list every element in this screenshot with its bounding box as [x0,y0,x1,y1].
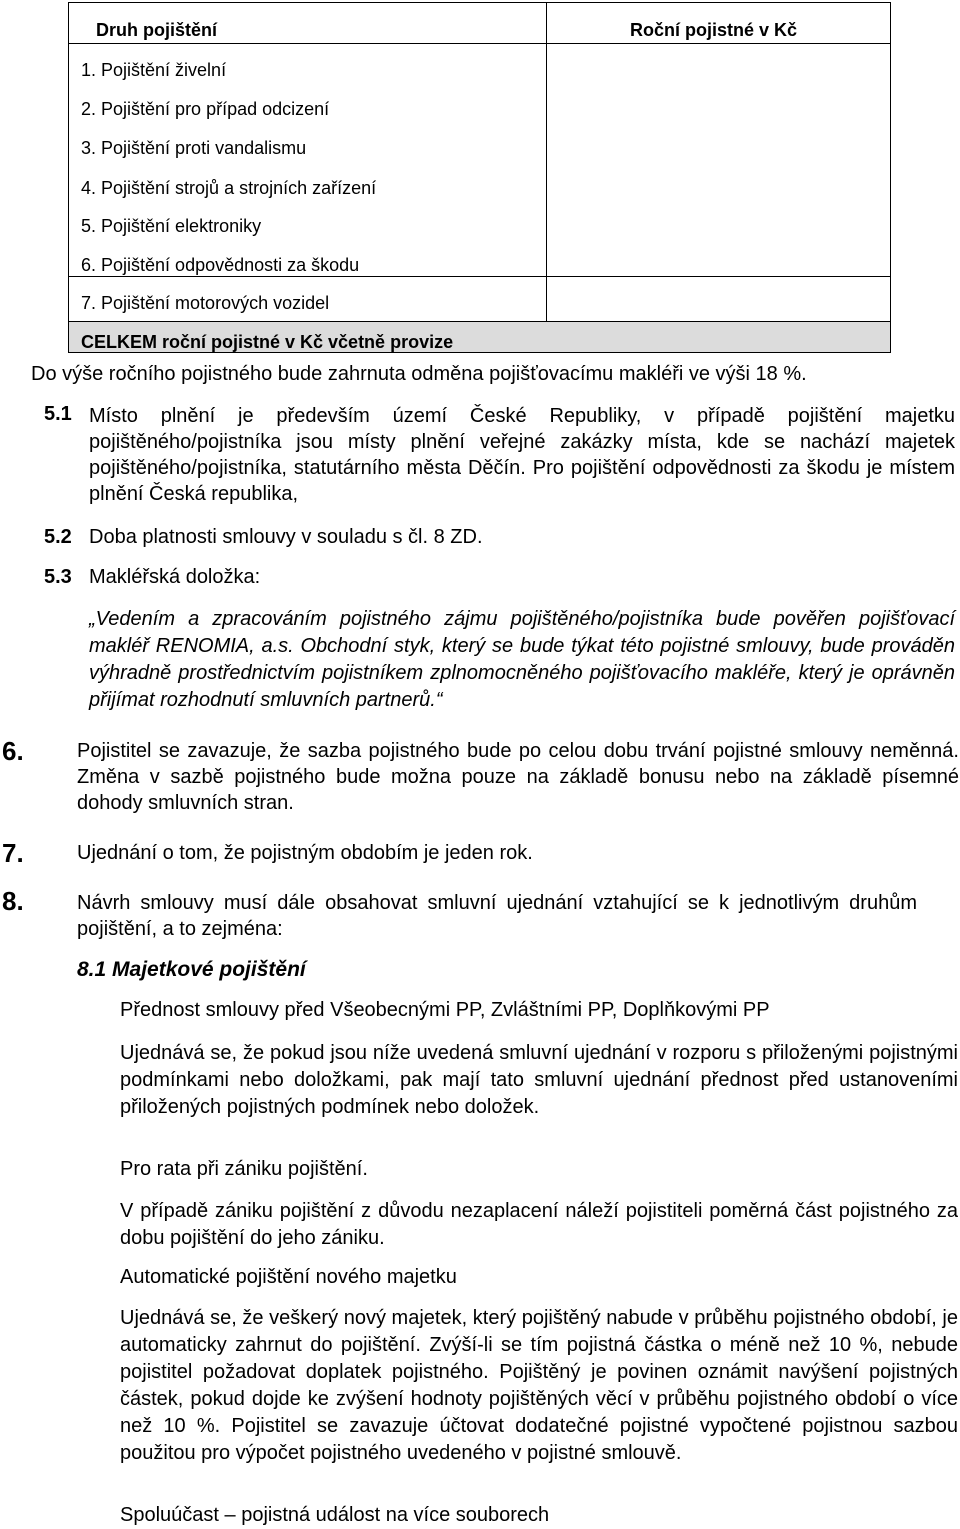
table-row: 4. Pojištění strojů a strojních zařízení [81,178,377,198]
table-row: 6. Pojištění odpovědnosti za škodu [81,255,360,275]
table-row: 3. Pojištění proti vandalismu [81,138,307,158]
table-header-type: Druh pojištění [96,20,217,40]
insurance-period-text: Ujednání o tom, že pojistným obdobím je jeden rok. [77,842,533,864]
table-row: 7. Pojištění motorových vozidel [81,293,330,313]
table-total-label: CELKEM roční pojistné v Kč včetně provize [81,332,454,352]
automatic-coverage-text: Ujednává se, že veškerý nový majetek, který pojištěný nabude v průběhu pojistného období, je automaticky zahrnut do pojištění. Zvýší-li se tím pojistná částka o méně než 10 %, nebude pojistitel požadovat doplatek pojistného. Pojištěný je povinen oznámit navýšení pojistných částek, pokud dojde ke zvýšení hodnoty pojištěných věcí v průběhu pojistného období o více než 10 %. Pojistitel se zavazuje účtovat dodatečné pojistné vypočtené pojistnou sazbou použitou pro výpočet pojistného uvedeného v pojistné smlouvě. [120,1307,958,1464]
section-number: 6. [2,736,24,766]
priority-of-contract: Přednost smlouvy před Všeobecnými PP, Zvláštními PP, Doplňkovými PP [120,999,770,1021]
section-number: 5.3 [44,566,72,588]
section-number: 8. [2,886,24,916]
section-number: 5.2 [44,526,72,548]
quote-open: „ [89,608,96,630]
broker-clause-body: Vedením a zpracováním pojistného zájmu pojištěného/pojistníka bude pověřen pojišťovací makléř RENOMIA, a.s. Obchodní styk, který se bude týkat této pojistné smlouvy, bude prováděn výhradně prostřednictvím pojistníkem zplnomocněného pojišťovacího makléře, který je oprávněn přijímat rozhodnutí smluvních partnerů. [89,608,955,711]
terms-priority-text: Ujednává se, že pokud jsou níže uvedená smluvní ujednání v rozporu s přiloženými pojistnými podmínkami nebo doložkami, pak mají tato smluvní ujednání přednost před ustanoveními přiložených pojistných podmínek nebo doložek. [120,1042,958,1118]
section-number: 7. [2,838,24,868]
automatic-coverage-heading: Automatické pojištění nového majetku [120,1266,457,1288]
contract-terms-intro: Návrh smlouvy musí dále obsahovat smluvní ujednání vztahující se k jednotlivým druhům pojištění, a to zejména: [77,892,917,940]
quote-close: “ [435,689,443,711]
contract-validity-text: Doba platnosti smlouvy v souladu s čl. 8 ZD. [89,526,483,548]
property-insurance-heading: 8.1 Majetkové pojištění [77,958,306,981]
insurance-premium-table [68,2,891,353]
section-number: 5.1 [44,403,72,425]
table-row: 2. Pojištění pro případ odcizení [81,99,330,119]
broker-clause-text [89,606,955,714]
table-column-divider [546,3,547,322]
pro-rata-heading: Pro rata při zániku pojištění. [120,1158,368,1180]
pro-rata-text: V případě zániku pojištění z důvodu nezaplacení náleží pojistiteli poměrná část pojistného za dobu pojištění do jeho zániku. [120,1200,958,1249]
table-header-premium: Roční pojistné v Kč [630,20,798,40]
table-header-divider [69,43,890,44]
table-row-divider [69,276,890,277]
broker-clause-title: Makléřská doložka: [89,566,261,588]
table-row: 5. Pojištění elektroniky [81,216,262,236]
commission-note: Do výše ročního pojistného bude zahrnuta odměna pojišťovacímu makléři ve výši 18 %. [31,363,807,385]
deductible-heading: Spoluúčast – pojistná událost na více souborech [120,1504,550,1526]
place-of-performance-text: Místo plnění je především území České Republiky, v případě pojištění majetku pojištěného/pojistníka jsou místy plnění veřejné zakázky místa, kde se nachází majetek pojištěného/pojistníka, statutárního města Děčín. Pro pojištění odpovědnosti za škodu je místem plnění Česká republika, [89,405,955,505]
fixed-premium-rate-text: Pojistitel se zavazuje, že sazba pojistného bude po celou dobu trvání pojistné smlouvy neměnná. Změna v sazbě pojistného bude možna pouze na základě bonusu nebo na základě písemné dohody smluvních stran. [77,740,959,814]
table-row: 1. Pojištění živelní [81,60,227,80]
